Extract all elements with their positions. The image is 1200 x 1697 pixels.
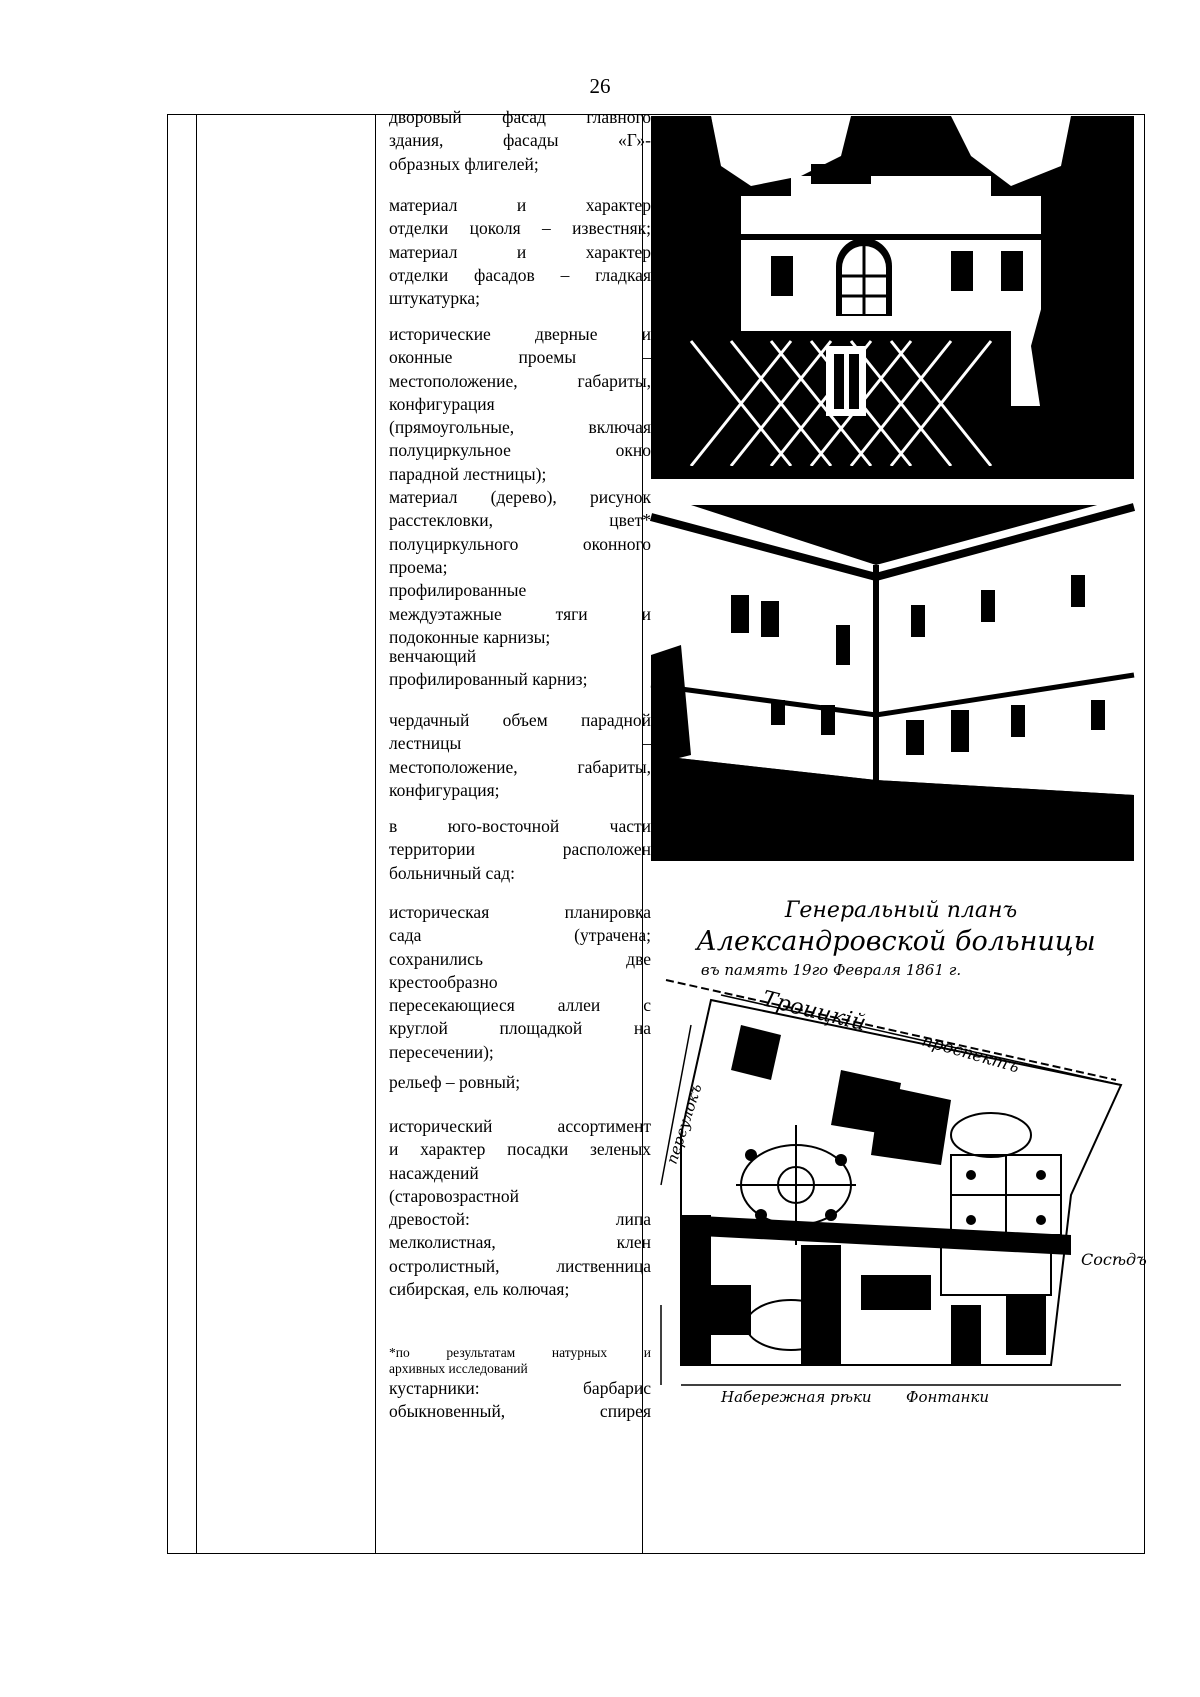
paragraph-cornice: венчающий профилированный карниз; bbox=[389, 646, 588, 690]
paragraph-attic: чердачный объем парадной лестницы – местоположение, габариты, конфигурация; bbox=[389, 710, 651, 800]
plan-street-side-lane: переулокъ bbox=[662, 1081, 706, 1167]
paragraph-garden: в юго-восточной части территории расположен больничный сад: bbox=[389, 816, 651, 883]
plan-title-line1: Генеральный планъ bbox=[784, 898, 1018, 923]
photo-main-building-facade bbox=[651, 116, 1134, 479]
paragraph-openings: исторические дверные и оконные проемы – местоположение, габариты, конфигурация (прямоугольные, включая полуциркульное окно парадной лестницы); материал (дерево), рисунок расстекловки, цвет* полуциркульного оконного проема; профилированные междуэтажные тяги и подоконные карнизы; bbox=[389, 324, 651, 647]
plan-title-line3: въ память 19го Февраля 1861 г. bbox=[700, 961, 962, 979]
plan-street-prospect: проспектъ bbox=[919, 1030, 1022, 1078]
general-plan-drawing bbox=[651, 885, 1147, 1406]
plan-fontanka-label: Фонтанки bbox=[906, 1388, 990, 1406]
column-divider bbox=[196, 115, 197, 1553]
plan-title-line2: Александровской больницы bbox=[696, 926, 1096, 957]
footnote: *по результатам натурных и архивных исследований bbox=[389, 1345, 651, 1376]
paragraph-courtyard-facade: дворовый фасад главного здания, фасады «Г»- образных флигелей; bbox=[389, 107, 651, 174]
page-number: 26 bbox=[589, 74, 611, 98]
photo-l-shaped-wings bbox=[651, 505, 1134, 861]
plan-street-troitsky: Троицкій bbox=[759, 986, 869, 1037]
attributes-text-column bbox=[389, 107, 651, 1553]
paragraph-plantings: исторический ассортимент и характер посадки зеленых насаждений (старовозрастной древостой: липа мелколистная, клен остролистный, лиственница сибирская, ель колючая; bbox=[389, 1116, 651, 1300]
column-divider bbox=[375, 115, 376, 1553]
paragraph-materials: материал и характер отделки цоколя – известняк; материал и характер отделки фасадов – гладкая штукатурка; bbox=[389, 195, 651, 309]
plan-embankment-label: Набережная рѣки bbox=[721, 1388, 872, 1406]
plan-neighbour-label: Сосѣдъ bbox=[1081, 1250, 1147, 1269]
paragraph-garden-layout: историческая планировка сада (утрачена; сохранились две крестообразно пересекающиеся аллеи с круглой площадкой на пересечении); bbox=[389, 902, 651, 1062]
paragraph-shrubs: кустарники: барбарис обыкновенный, спирея bbox=[389, 1378, 651, 1422]
paragraph-relief: рельеф – ровный; bbox=[389, 1072, 521, 1092]
